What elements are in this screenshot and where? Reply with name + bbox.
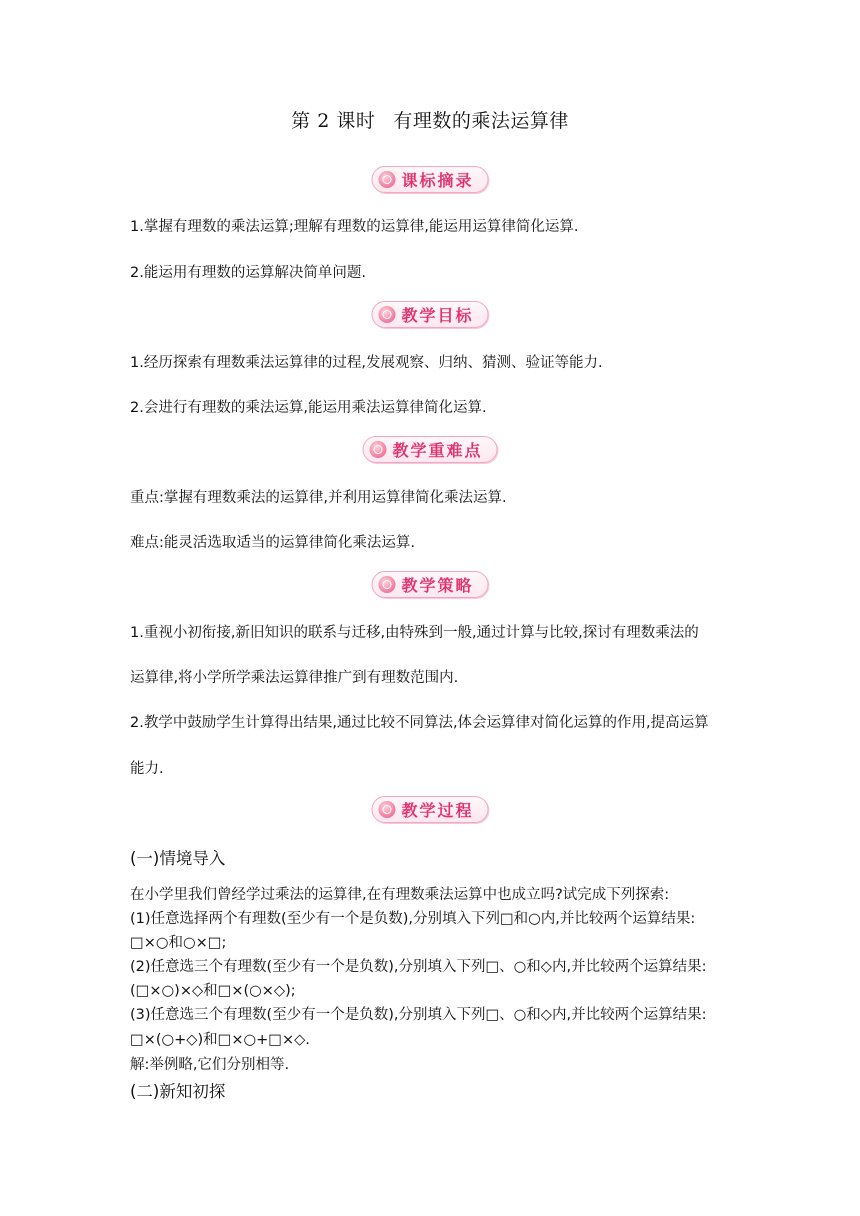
section-badge-process xyxy=(371,796,488,823)
process-line: (3)任意选三个有理数(至少有一个是负数),分别填入下列□、○和◇内,并比较两个运算结果: xyxy=(130,1007,707,1023)
process-line: (□×○)×◇和□×(○×◇); xyxy=(130,983,296,999)
lesson-topic: 有理数的乘法运算律 xyxy=(393,110,569,132)
process-line: (2)任意选三个有理数(至少有一个是负数),分别填入下列□、○和◇内,并比较两个运算结果: xyxy=(130,959,707,975)
badge-icon xyxy=(369,441,386,458)
process-line: 解:举例略,它们分别相等. xyxy=(130,1057,290,1073)
key-points-item: 重点:掌握有理数乘法的运算律,并利用运算律简化乘法运算. xyxy=(130,490,507,506)
section-badge-key-points xyxy=(362,436,497,463)
section-badge-standards xyxy=(371,166,488,193)
badge-icon xyxy=(378,576,395,593)
goals-item: 2.会进行有理数的乘法运算,能运用乘法运算律简化运算. xyxy=(130,400,487,416)
strategies-line: 能力. xyxy=(130,761,164,777)
standards-item: 2.能运用有理数的运算解决简单问题. xyxy=(130,265,366,281)
process-line: (1)任意选择两个有理数(至少有一个是负数),分别填入下列□和○内,并比较两个运算结果: xyxy=(130,911,696,927)
badge-label: 教学重难点 xyxy=(392,441,483,460)
process-heading: (一)情境导入 xyxy=(130,849,226,868)
strategies-line: 运算律,将小学所学乘法运算律推广到有理数范围内. xyxy=(130,670,459,686)
section-badge-strategies xyxy=(371,571,488,598)
badge-icon xyxy=(378,801,395,818)
page-title xyxy=(0,106,860,133)
goals-item: 1.经历探索有理数乘法运算律的过程,发展观察、归纳、猜测、验证等能力. xyxy=(130,355,603,371)
lesson-number: 第 2 课时 xyxy=(291,110,376,132)
badge-label: 教学目标 xyxy=(401,306,474,325)
strategies-line: 1.重视小初衔接,新旧知识的联系与迁移,由特殊到一般,通过计算与比较,探讨有理数乘法的 xyxy=(130,625,699,641)
section-badge-goals xyxy=(371,301,488,328)
key-points-item: 难点:能灵活选取适当的运算律简化乘法运算. xyxy=(130,535,415,551)
badge-label: 课标摘录 xyxy=(401,171,474,190)
badge-icon xyxy=(378,306,395,323)
badge-icon xyxy=(378,171,395,188)
badge-label: 教学过程 xyxy=(401,801,474,820)
standards-item: 1.掌握有理数的乘法运算;理解有理数的运算律,能运用运算律简化运算. xyxy=(130,219,579,235)
process-line: □×(○+◇)和□×○+□×◇. xyxy=(130,1032,310,1048)
process-heading: (二)新知初探 xyxy=(130,1082,226,1101)
process-line: □×○和○×□; xyxy=(130,935,227,951)
process-line: 在小学里我们曾经学过乘法的运算律,在有理数乘法运算中也成立吗?试完成下列探索: xyxy=(130,887,670,903)
strategies-line: 2.教学中鼓励学生计算得出结果,通过比较不同算法,体会运算律对简化运算的作用,提高运算 xyxy=(130,715,709,731)
badge-label: 教学策略 xyxy=(401,576,474,595)
